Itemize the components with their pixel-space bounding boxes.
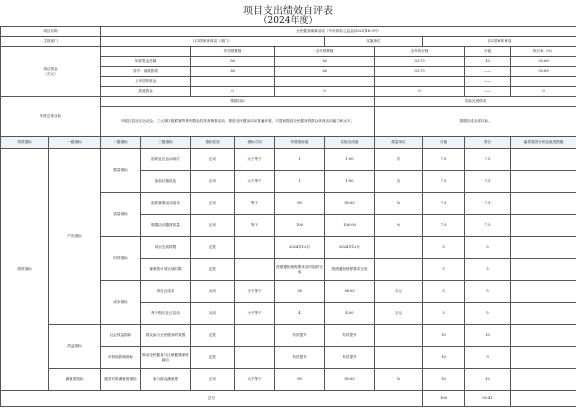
- col-header: 得分: [465, 137, 511, 149]
- funds-row-name: 上年结转资金: [101, 77, 191, 87]
- cell: 群众参与全民健身的氛围: [141, 325, 191, 347]
- cell: 7.5: [423, 215, 465, 237]
- col-header: 三级指标: [141, 137, 191, 149]
- cell: 90.00: [325, 369, 375, 391]
- evaluation-table: [0, 26, 576, 407]
- unit-name: 区2国家体育局: [423, 37, 576, 47]
- level2-sustain: 可持续影响指标: [101, 347, 141, 369]
- funds-cell: ——: [465, 67, 511, 77]
- goal-actual-header: 实际完成情况: [375, 97, 576, 107]
- funds-cell: 36: [191, 57, 275, 67]
- cell: 90.00: [325, 193, 375, 215]
- cell: 组织赛事活动成本: [141, 193, 191, 215]
- cell: 1.00: [325, 149, 375, 171]
- funds-header: 全年预算数: [275, 47, 375, 57]
- cell: 5: [465, 303, 511, 325]
- cell: 有效提升: [275, 325, 325, 347]
- col-header: 分值: [423, 137, 465, 149]
- cell: 参加社赛队伍: [141, 171, 191, 193]
- cell: [511, 215, 576, 237]
- cell: 次: [375, 149, 423, 171]
- cell: 有效提升: [275, 347, 325, 369]
- cell: 2024年12月: [325, 237, 375, 259]
- col-header: 偏差原因分析及改进措施: [511, 137, 576, 149]
- cell: 定性: [191, 325, 235, 347]
- col-header: 指标性质: [191, 137, 235, 149]
- cell: 10: [423, 347, 465, 369]
- cell: [511, 193, 576, 215]
- cell: 每个街区社区活动: [141, 303, 191, 325]
- funds-header: 执行率（%）: [511, 47, 576, 57]
- funds-row-name: 其中：财政拨款: [101, 67, 191, 77]
- level2-quantity: 数量指标: [101, 149, 141, 193]
- col-header: 一级指标: [49, 137, 101, 149]
- cell: 7.5: [423, 149, 465, 171]
- cell: 10: [465, 369, 511, 391]
- funds-cell: 33.73: [375, 57, 465, 67]
- total-blank: [511, 391, 576, 407]
- cell: 5: [423, 281, 465, 303]
- cell: 支: [375, 171, 423, 193]
- cell: 4.00: [325, 303, 375, 325]
- cell: 定性: [191, 347, 235, 369]
- cell: 90: [275, 369, 325, 391]
- cell: 推动全民健身与区域健康深度融合: [141, 347, 191, 369]
- cell: 1.00: [325, 171, 375, 193]
- goal-plan-text: 开展区县社区运动会、三大球区级联赛等系列群众性体育赛事活动，推进全民健身活动普遍开展，丰富和提高全民健身的群众体育活动能力和水平。: [101, 107, 375, 137]
- col-header: 度量单位: [375, 137, 423, 149]
- funds-header: 年初预算数: [191, 47, 275, 57]
- cell: 赛事按计划完成时限: [141, 259, 191, 281]
- cell: 正向: [191, 193, 235, 215]
- cell: [375, 325, 423, 347]
- cell: [375, 237, 423, 259]
- cell: 5: [465, 281, 511, 303]
- cell: 正向: [191, 171, 235, 193]
- cell: 按照通知规程要求完成: [325, 259, 375, 281]
- total-label: 总分: [1, 391, 423, 407]
- funds-header: 分值: [465, 47, 511, 57]
- cell: 5: [423, 237, 465, 259]
- cell: 大于等于: [235, 369, 275, 391]
- cell: 反向: [191, 281, 235, 303]
- cell: 反向: [191, 303, 235, 325]
- funds-cell: 0: [375, 87, 465, 97]
- cell: [511, 171, 576, 193]
- cell: 36.00: [325, 281, 375, 303]
- cell: [511, 237, 576, 259]
- project-name-label: 项目名称: [1, 27, 101, 37]
- cell: [235, 347, 275, 369]
- cell: 大于等于: [235, 171, 275, 193]
- funds-cell: 93.69: [511, 67, 576, 77]
- year-subtitle: （2024年度）: [258, 16, 318, 26]
- cell: 5: [465, 259, 511, 281]
- cell: [375, 259, 423, 281]
- cell: 参与群众满意度: [141, 369, 191, 391]
- cell: 7.5: [423, 193, 465, 215]
- dept-name: 区2国家体育局（部门）: [101, 37, 325, 47]
- funds-cell: 0: [511, 87, 576, 97]
- funds-header-blank: [101, 47, 191, 57]
- cell: [511, 303, 576, 325]
- cell: 100: [275, 215, 325, 237]
- cell: 7.5: [465, 215, 511, 237]
- level1-satisfaction: 满意度指标: [49, 369, 101, 391]
- funds-cell: 10: [465, 57, 511, 67]
- cell: [511, 149, 576, 171]
- cell: [375, 347, 423, 369]
- funds-cell: [275, 77, 375, 87]
- funds-cell: [375, 77, 465, 87]
- funds-cell: 36: [275, 67, 375, 77]
- funds-cell: ——: [465, 77, 511, 87]
- cell: %: [375, 193, 423, 215]
- cell: 正向: [191, 369, 235, 391]
- total-got: 93.41: [465, 391, 511, 407]
- cell: 定性: [191, 237, 235, 259]
- cell: 正向: [191, 215, 235, 237]
- funds-cell: [191, 77, 275, 87]
- funds-cell: 0: [191, 87, 275, 97]
- funds-row-name: 其他资金: [101, 87, 191, 97]
- cell: 4: [275, 303, 325, 325]
- cell: 7.5: [423, 171, 465, 193]
- cell: [235, 237, 275, 259]
- cell: 组织社区运动场次: [141, 149, 191, 171]
- cell: 7.5: [465, 193, 511, 215]
- cell: 万元: [375, 281, 423, 303]
- cell: 项目完成时限: [141, 237, 191, 259]
- col-header: 指标方向: [235, 137, 275, 149]
- col-header: 实际完成值: [325, 137, 375, 149]
- cell: 有效提升: [325, 347, 375, 369]
- cell: 小于等于: [235, 303, 275, 325]
- cell: [511, 347, 576, 369]
- cell: 1: [275, 171, 325, 193]
- goal-actual-text: 按期完成全部目标。: [375, 107, 576, 137]
- funds-row-name: 年度资金总额: [101, 57, 191, 67]
- cell: 按照通知规程要求及时组织完成: [275, 259, 325, 281]
- cell: [511, 369, 576, 391]
- cell: 等于: [235, 193, 275, 215]
- level2-cost: 成本指标: [101, 281, 141, 325]
- cell: 项目总成本: [141, 281, 191, 303]
- project-name: 全民健身赛事活动（中央体彩公益金[2023]16-3号）: [101, 27, 576, 37]
- cell: 7.5: [465, 171, 511, 193]
- funds-header: 全年执行数: [375, 47, 465, 57]
- cell: 小于等于: [235, 281, 275, 303]
- cell: 5: [423, 259, 465, 281]
- cell: %: [375, 215, 423, 237]
- cell: 5: [423, 303, 465, 325]
- funds-label: 项目资金 （万元）: [1, 47, 101, 97]
- cell: [235, 325, 275, 347]
- goal-label: 年度总体目标: [1, 97, 101, 137]
- cell: 购置活动器材质量: [141, 215, 191, 237]
- cell: 100.00: [325, 215, 375, 237]
- dept-label: 主管部门: [1, 37, 101, 47]
- funds-cell: 33.73: [375, 67, 465, 77]
- cell: 10: [465, 325, 511, 347]
- cell: 大于等于: [235, 149, 275, 171]
- cell: 有效提升: [325, 325, 375, 347]
- cell: 9: [465, 347, 511, 369]
- unit-label: 实施单位: [325, 37, 423, 47]
- goal-plan-header: 预期目标: [101, 97, 375, 107]
- cell: [511, 281, 576, 303]
- cell: 等于: [235, 215, 275, 237]
- cell: 1: [275, 149, 325, 171]
- cell: 5: [465, 237, 511, 259]
- cell: 90: [275, 193, 325, 215]
- level2-satisfaction: 服务对象满意度指标: [101, 369, 141, 391]
- funds-cell: [511, 77, 576, 87]
- cell: [511, 259, 576, 281]
- funds-cell: 36: [275, 57, 375, 67]
- cell: [235, 259, 275, 281]
- level1-benefit: 效益指标: [49, 325, 101, 369]
- cell: 万元: [375, 303, 423, 325]
- level2-social: 社会效益指标: [101, 325, 141, 347]
- level1-output: 产出指标: [49, 149, 101, 325]
- funds-cell: ——: [465, 87, 511, 97]
- level2-timeliness: 时效指标: [101, 237, 141, 281]
- funds-cell: 36: [191, 67, 275, 77]
- col-header: 年度指标值: [275, 137, 325, 149]
- cell: 7.5: [465, 149, 511, 171]
- page-title: 项目支出绩效自评表: [243, 6, 333, 17]
- cell: 36: [275, 281, 325, 303]
- col-header: 二级指标: [101, 137, 141, 149]
- cell: 正向: [191, 149, 235, 171]
- cell: 定性: [191, 259, 235, 281]
- cell: [511, 325, 576, 347]
- cell: 2024年12月: [275, 237, 325, 259]
- level2-quality: 质量指标: [101, 193, 141, 237]
- cell: %: [375, 369, 423, 391]
- col-header: 绩效指标: [1, 137, 49, 149]
- total-score: 100: [423, 391, 465, 407]
- funds-cell: 0: [275, 87, 375, 97]
- cell: 10: [423, 369, 465, 391]
- perf-label: 绩效指标: [1, 149, 49, 391]
- cell: 10: [423, 325, 465, 347]
- funds-cell: 93.69: [511, 57, 576, 67]
